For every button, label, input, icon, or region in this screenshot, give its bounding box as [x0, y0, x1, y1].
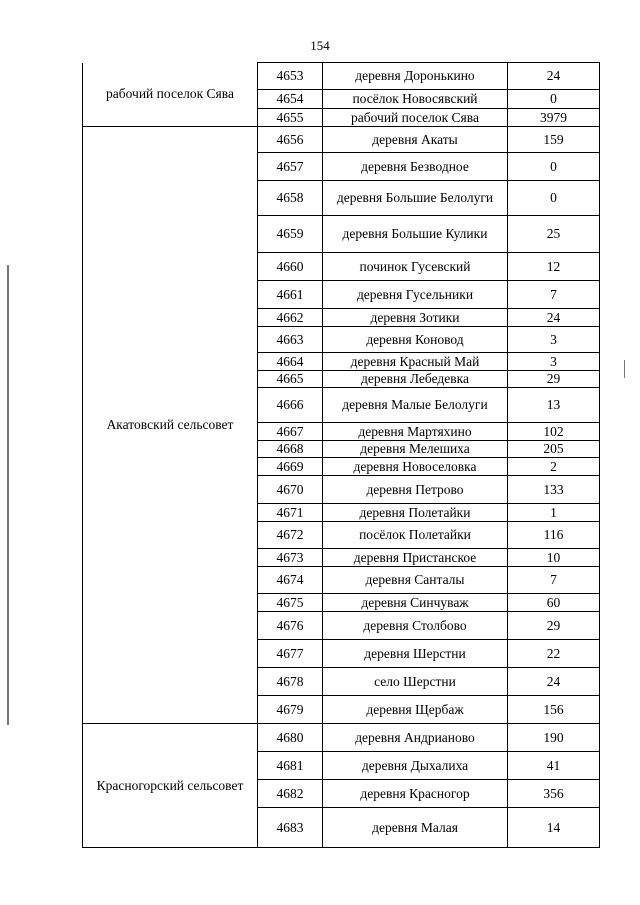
code-cell: 4674 — [258, 567, 323, 594]
table-body — [83, 63, 600, 848]
population-cell: 2 — [508, 458, 600, 476]
locality-name-cell: село Шерстни — [323, 668, 508, 696]
code-cell: 4655 — [258, 109, 323, 127]
district-cell: Акатовский сельсовет — [83, 127, 258, 724]
locality-name-cell: деревня Синчуваж — [323, 594, 508, 612]
code-cell: 4675 — [258, 594, 323, 612]
locality-name-cell: деревня Лебедевка — [323, 371, 508, 388]
district-cell: Красногорский сельсовет — [83, 724, 258, 848]
code-cell: 4668 — [258, 441, 323, 458]
population-cell: 7 — [508, 281, 600, 309]
locality-name-cell: деревня Малая — [323, 808, 508, 848]
table-row — [83, 724, 600, 752]
locality-name-cell: деревня Мелешиха — [323, 441, 508, 458]
population-cell: 24 — [508, 309, 600, 327]
code-cell: 4670 — [258, 476, 323, 504]
population-cell: 102 — [508, 423, 600, 441]
locality-name-cell: деревня Шерстни — [323, 640, 508, 668]
code-cell: 4666 — [258, 388, 323, 423]
population-cell: 29 — [508, 612, 600, 640]
code-cell: 4677 — [258, 640, 323, 668]
code-cell: 4664 — [258, 353, 323, 371]
locality-name-cell: посёлок Новосявский — [323, 90, 508, 109]
locality-name-cell: деревня Коновод — [323, 327, 508, 353]
locality-name-cell: деревня Пристанское — [323, 549, 508, 567]
locality-table — [82, 62, 600, 848]
population-cell: 190 — [508, 724, 600, 752]
page-number: 154 — [310, 38, 330, 53]
population-cell: 60 — [508, 594, 600, 612]
code-cell: 4681 — [258, 752, 323, 780]
code-cell: 4656 — [258, 127, 323, 153]
population-cell: 133 — [508, 476, 600, 504]
code-cell: 4658 — [258, 181, 323, 216]
code-cell: 4662 — [258, 309, 323, 327]
population-cell: 29 — [508, 371, 600, 388]
locality-name-cell: деревня Дыхалиха — [323, 752, 508, 780]
population-cell: 12 — [508, 253, 600, 281]
locality-name-cell: деревня Гусельники — [323, 281, 508, 309]
locality-name-cell: деревня Большие Белолуги — [323, 181, 508, 216]
population-cell: 13 — [508, 388, 600, 423]
locality-name-cell: деревня Красный Май — [323, 353, 508, 371]
code-cell: 4669 — [258, 458, 323, 476]
population-cell: 24 — [508, 668, 600, 696]
population-cell: 0 — [508, 181, 600, 216]
code-cell: 4680 — [258, 724, 323, 752]
population-cell: 41 — [508, 752, 600, 780]
code-cell: 4672 — [258, 522, 323, 549]
population-cell: 7 — [508, 567, 600, 594]
population-cell: 356 — [508, 780, 600, 808]
population-cell: 3 — [508, 327, 600, 353]
code-cell: 4673 — [258, 549, 323, 567]
code-cell: 4671 — [258, 504, 323, 522]
population-cell: 156 — [508, 696, 600, 724]
population-cell: 3979 — [508, 109, 600, 127]
locality-name-cell: деревня Мартяхино — [323, 423, 508, 441]
code-cell: 4682 — [258, 780, 323, 808]
table-row — [83, 63, 600, 90]
code-cell: 4663 — [258, 327, 323, 353]
population-cell: 24 — [508, 63, 600, 90]
district-cell: рабочий поселок Сява — [83, 63, 258, 127]
locality-name-cell: деревня Щербаж — [323, 696, 508, 724]
population-cell: 1 — [508, 504, 600, 522]
code-cell: 4657 — [258, 153, 323, 181]
population-cell: 159 — [508, 127, 600, 153]
population-cell: 10 — [508, 549, 600, 567]
locality-name-cell: деревня Доронькино — [323, 63, 508, 90]
table-row — [83, 127, 600, 153]
locality-name-cell: деревня Андрианово — [323, 724, 508, 752]
population-cell: 25 — [508, 216, 600, 253]
population-cell: 22 — [508, 640, 600, 668]
population-cell: 0 — [508, 153, 600, 181]
code-cell: 4683 — [258, 808, 323, 848]
locality-name-cell: деревня Красногор — [323, 780, 508, 808]
locality-name-cell: деревня Малые Белолуги — [323, 388, 508, 423]
population-cell: 116 — [508, 522, 600, 549]
locality-name-cell: деревня Столбово — [323, 612, 508, 640]
code-cell: 4678 — [258, 668, 323, 696]
locality-name-cell: деревня Акаты — [323, 127, 508, 153]
locality-name-cell: деревня Петрово — [323, 476, 508, 504]
code-cell: 4667 — [258, 423, 323, 441]
locality-name-cell: деревня Санталы — [323, 567, 508, 594]
population-cell: 205 — [508, 441, 600, 458]
code-cell: 4654 — [258, 90, 323, 109]
code-cell: 4676 — [258, 612, 323, 640]
locality-name-cell: деревня Полетайки — [323, 504, 508, 522]
code-cell: 4659 — [258, 216, 323, 253]
locality-name-cell: деревня Безводное — [323, 153, 508, 181]
code-cell: 4653 — [258, 63, 323, 90]
locality-name-cell: починок Гусевский — [323, 253, 508, 281]
code-cell: 4665 — [258, 371, 323, 388]
scan-margin-mark — [624, 360, 625, 378]
locality-name-cell: посёлок Полетайки — [323, 522, 508, 549]
locality-name-cell: рабочий поселок Сява — [323, 109, 508, 127]
locality-name-cell: деревня Новоселовка — [323, 458, 508, 476]
code-cell: 4679 — [258, 696, 323, 724]
scan-margin-mark — [7, 265, 9, 725]
code-cell: 4661 — [258, 281, 323, 309]
population-cell: 3 — [508, 353, 600, 371]
locality-name-cell: деревня Зотики — [323, 309, 508, 327]
locality-name-cell: деревня Большие Кулики — [323, 216, 508, 253]
population-cell: 14 — [508, 808, 600, 848]
population-cell: 0 — [508, 90, 600, 109]
code-cell: 4660 — [258, 253, 323, 281]
